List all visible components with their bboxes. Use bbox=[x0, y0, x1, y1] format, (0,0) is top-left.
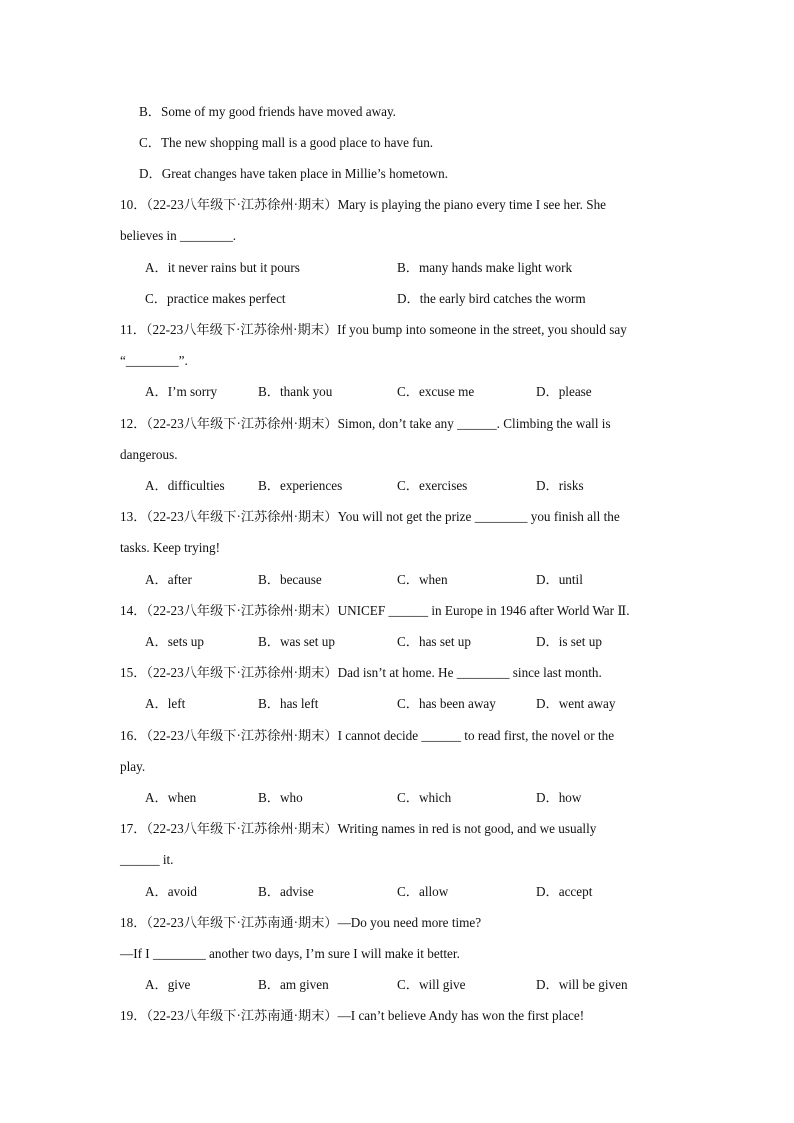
question-14-stem-line1: 14．（22-23八年级下·江苏徐州·期末）UNICEF ______ in Europe in 1946 after World War Ⅱ. bbox=[120, 603, 630, 618]
question-14-option-c: C．has set up bbox=[397, 634, 471, 649]
question-14-option-d: D．is set up bbox=[536, 634, 602, 649]
question-18-option-d: D．will be given bbox=[536, 977, 628, 992]
question-18-stem-line2: —If I ________ another two days, I’m sure I will make it better. bbox=[120, 946, 460, 961]
question-11-option-d: D．please bbox=[536, 384, 592, 399]
question-15-stem-line1: 15．（22-23八年级下·江苏徐州·期末）Dad isn’t at home. He ________ since last month. bbox=[120, 665, 602, 680]
carryover-option-b: B．Some of my good friends have moved away. bbox=[139, 104, 396, 119]
question-18-option-b: B．am given bbox=[258, 977, 329, 992]
question-11-stem-line1: 11．（22-23八年级下·江苏徐州·期末）If you bump into someone in the street, you should say bbox=[120, 322, 627, 337]
question-12-option-c: C．exercises bbox=[397, 478, 468, 493]
question-15-option-a: A．left bbox=[145, 696, 186, 711]
question-11-option-a: A．I’m sorry bbox=[145, 384, 218, 399]
question-17-option-b: B．advise bbox=[258, 884, 314, 899]
question-17-option-d: D．accept bbox=[536, 884, 593, 899]
question-11-option-b: B．thank you bbox=[258, 384, 333, 399]
question-12-option-d: D．risks bbox=[536, 478, 584, 493]
question-10-option-c: C．practice makes perfect bbox=[145, 291, 286, 306]
question-10-stem-line2: believes in ________. bbox=[120, 228, 237, 243]
question-15-option-b: B．has left bbox=[258, 696, 319, 711]
question-12-option-b: B．experiences bbox=[258, 478, 343, 493]
question-10-option-d: D．the early bird catches the worm bbox=[397, 291, 586, 306]
question-13-option-b: B．because bbox=[258, 572, 322, 587]
question-11-option-c: C．excuse me bbox=[397, 384, 475, 399]
question-16-stem-line1: 16．（22-23八年级下·江苏徐州·期末）I cannot decide ______ to read first, the novel or the bbox=[120, 728, 615, 743]
question-12-option-a: A．difficulties bbox=[145, 478, 225, 493]
question-15-option-c: C．has been away bbox=[397, 696, 496, 711]
question-16-option-b: B．who bbox=[258, 790, 303, 805]
carryover-option-d: D．Great changes have taken place in Millie’s hometown. bbox=[139, 166, 449, 181]
question-13-option-a: A．after bbox=[145, 572, 192, 587]
question-13-option-d: D．until bbox=[536, 572, 583, 587]
question-16-option-d: D．how bbox=[536, 790, 582, 805]
question-13-stem-line2: tasks. Keep trying! bbox=[120, 540, 220, 555]
question-17-option-a: A．avoid bbox=[145, 884, 198, 899]
question-18-option-a: A．give bbox=[145, 977, 191, 992]
question-18-option-c: C．will give bbox=[397, 977, 466, 992]
question-10-stem-line1: 10．（22-23八年级下·江苏徐州·期末）Mary is playing the piano every time I see her. She bbox=[120, 197, 607, 212]
question-17-stem-line2: ______ it. bbox=[120, 852, 174, 867]
carryover-option-c: C．The new shopping mall is a good place to have fun. bbox=[139, 135, 434, 150]
question-10-option-a: A．it never rains but it pours bbox=[145, 260, 300, 275]
question-13-stem-line1: 13．（22-23八年级下·江苏徐州·期末）You will not get the prize ________ you finish all the bbox=[120, 509, 620, 524]
question-16-stem-line2: play. bbox=[120, 759, 146, 774]
question-11-stem-line2: “________”. bbox=[120, 353, 188, 368]
question-19-stem-line1: 19．（22-23八年级下·江苏南通·期末）—I can’t believe Andy has won the first place! bbox=[120, 1008, 585, 1023]
question-17-stem-line1: 17．（22-23八年级下·江苏徐州·期末）Writing names in red is not good, and we usually bbox=[120, 821, 597, 836]
question-12-stem-line1: 12．（22-23八年级下·江苏徐州·期末）Simon, don’t take any ______. Climbing the wall is bbox=[120, 416, 611, 431]
question-10-option-b: B．many hands make light work bbox=[397, 260, 573, 275]
question-18-stem-line1: 18．（22-23八年级下·江苏南通·期末）—Do you need more time? bbox=[120, 915, 482, 930]
question-14-option-b: B．was set up bbox=[258, 634, 335, 649]
question-16-option-c: C．which bbox=[397, 790, 452, 805]
question-12-stem-line2: dangerous. bbox=[120, 447, 178, 462]
question-14-option-a: A．sets up bbox=[145, 634, 204, 649]
question-16-option-a: A．when bbox=[145, 790, 197, 805]
question-15-option-d: D．went away bbox=[536, 696, 616, 711]
question-17-option-c: C．allow bbox=[397, 884, 449, 899]
question-13-option-c: C．when bbox=[397, 572, 448, 587]
